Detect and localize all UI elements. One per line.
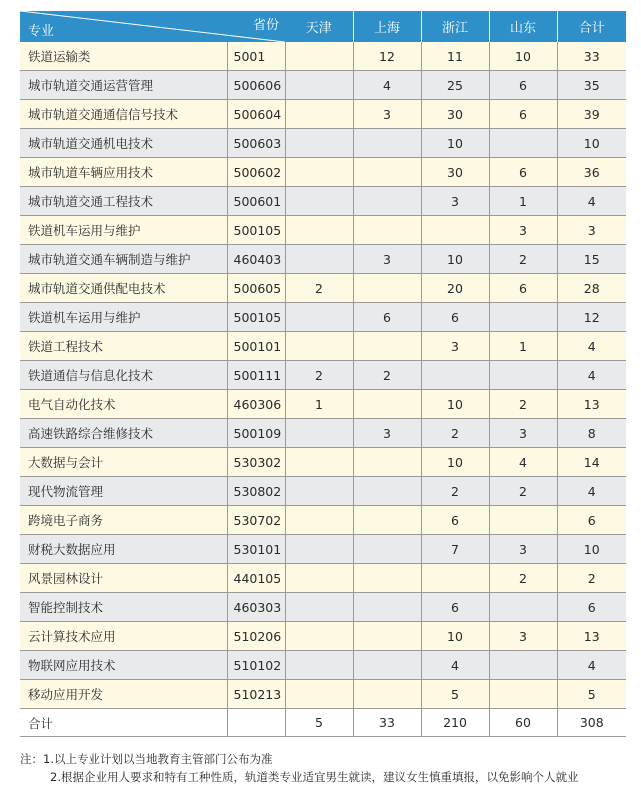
major-code-cell: 510206 — [227, 622, 285, 651]
table-row — [20, 448, 626, 477]
major-code-cell: 530802 — [227, 477, 285, 506]
zhejiang-count-cell: 10 — [421, 622, 489, 651]
zhejiang-count-cell: 10 — [421, 390, 489, 419]
table-body — [20, 42, 626, 737]
major-name-cell: 现代物流管理 — [20, 477, 227, 506]
table-header-row — [20, 11, 626, 42]
shandong-total-cell: 60 — [489, 709, 557, 737]
zhejiang-count-cell: 7 — [421, 535, 489, 564]
tianjin-count-cell — [285, 129, 353, 158]
zhejiang-count-cell: 3 — [421, 332, 489, 361]
major-name-cell: 铁道通信与信息化技术 — [20, 361, 227, 390]
shandong-count-cell — [489, 651, 557, 680]
major-name-cell: 移动应用开发 — [20, 680, 227, 709]
header-province-zhejiang: 浙江 — [421, 11, 489, 42]
major-name-cell: 城市轨道交通通信信号技术 — [20, 100, 227, 129]
shandong-count-cell — [489, 680, 557, 709]
major-name-cell: 智能控制技术 — [20, 593, 227, 622]
zhejiang-count-cell: 25 — [421, 71, 489, 100]
shanghai-count-cell: 12 — [353, 42, 421, 71]
zhejiang-total-cell: 210 — [421, 709, 489, 737]
row-total-cell: 8 — [557, 419, 626, 448]
tianjin-count-cell — [285, 564, 353, 593]
table-row — [20, 361, 626, 390]
tianjin-count-cell — [285, 477, 353, 506]
zhejiang-count-cell: 2 — [421, 419, 489, 448]
shandong-count-cell — [489, 506, 557, 535]
tianjin-count-cell — [285, 535, 353, 564]
tianjin-count-cell — [285, 506, 353, 535]
zhejiang-count-cell: 10 — [421, 129, 489, 158]
shanghai-count-cell — [353, 622, 421, 651]
table-row — [20, 303, 626, 332]
header-major-label: 专业 — [28, 24, 55, 39]
shanghai-count-cell: 2 — [353, 361, 421, 390]
row-total-cell: 10 — [557, 535, 626, 564]
major-code-cell: 500602 — [227, 158, 285, 187]
header-province-shanghai: 上海 — [353, 11, 421, 42]
row-total-cell: 14 — [557, 448, 626, 477]
major-name-cell: 铁道工程技术 — [20, 332, 227, 361]
major-code-cell: 530302 — [227, 448, 285, 477]
shanghai-count-cell — [353, 187, 421, 216]
major-name-cell: 城市轨道交通机电技术 — [20, 129, 227, 158]
major-code-cell: 500105 — [227, 303, 285, 332]
major-name-cell: 城市轨道交通供配电技术 — [20, 274, 227, 303]
shandong-count-cell — [489, 593, 557, 622]
header-province-shandong: 山东 — [489, 11, 557, 42]
major-name-cell: 高速铁路综合维修技术 — [20, 419, 227, 448]
row-total-cell: 4 — [557, 477, 626, 506]
major-code-cell: 530702 — [227, 506, 285, 535]
tianjin-count-cell — [285, 448, 353, 477]
tianjin-count-cell — [285, 680, 353, 709]
shanghai-count-cell — [353, 448, 421, 477]
zhejiang-count-cell — [421, 361, 489, 390]
tianjin-count-cell — [285, 303, 353, 332]
shanghai-count-cell: 4 — [353, 71, 421, 100]
shanghai-count-cell — [353, 506, 421, 535]
shandong-count-cell: 1 — [489, 187, 557, 216]
major-name-cell: 云计算技术应用 — [20, 622, 227, 651]
row-total-cell: 4 — [557, 361, 626, 390]
table-row — [20, 535, 626, 564]
row-total-cell: 28 — [557, 274, 626, 303]
tianjin-count-cell — [285, 71, 353, 100]
major-code-cell: 530101 — [227, 535, 285, 564]
tianjin-count-cell — [285, 100, 353, 129]
shandong-count-cell: 3 — [489, 419, 557, 448]
zhejiang-count-cell: 3 — [421, 187, 489, 216]
table-row — [20, 100, 626, 129]
major-name-cell: 城市轨道交通工程技术 — [20, 187, 227, 216]
totals-empty-cell — [227, 709, 285, 737]
major-name-cell: 大数据与会计 — [20, 448, 227, 477]
zhejiang-count-cell: 6 — [421, 593, 489, 622]
shanghai-count-cell — [353, 390, 421, 419]
major-code-cell: 500603 — [227, 129, 285, 158]
shandong-count-cell — [489, 129, 557, 158]
shandong-count-cell: 2 — [489, 564, 557, 593]
notes — [20, 750, 578, 786]
major-name-cell: 跨境电子商务 — [20, 506, 227, 535]
major-code-cell: 500605 — [227, 274, 285, 303]
table-row — [20, 245, 626, 274]
table-row — [20, 651, 626, 680]
zhejiang-count-cell: 20 — [421, 274, 489, 303]
note-line-2: 2.根据企业用人要求和特有工种性质，轨道类专业适宜男生就读，建议女生慎重填报，以免影响个人就业 — [50, 770, 579, 784]
major-name-cell: 风景园林设计 — [20, 564, 227, 593]
major-name-cell: 城市轨道车辆应用技术 — [20, 158, 227, 187]
tianjin-count-cell — [285, 651, 353, 680]
zhejiang-count-cell: 5 — [421, 680, 489, 709]
shandong-count-cell: 3 — [489, 535, 557, 564]
tianjin-count-cell — [285, 419, 353, 448]
major-code-cell: 500606 — [227, 71, 285, 100]
table-row — [20, 419, 626, 448]
zhejiang-count-cell: 30 — [421, 158, 489, 187]
shandong-count-cell — [489, 303, 557, 332]
table-row — [20, 680, 626, 709]
tianjin-count-cell — [285, 245, 353, 274]
enrollment-plan-table — [20, 11, 626, 737]
shandong-count-cell: 1 — [489, 332, 557, 361]
shandong-count-cell: 6 — [489, 71, 557, 100]
major-code-cell: 460303 — [227, 593, 285, 622]
tianjin-count-cell: 2 — [285, 361, 353, 390]
row-total-cell: 4 — [557, 651, 626, 680]
shanghai-count-cell — [353, 564, 421, 593]
row-total-cell: 15 — [557, 245, 626, 274]
row-total-cell: 6 — [557, 506, 626, 535]
major-code-cell: 460306 — [227, 390, 285, 419]
row-total-cell: 5 — [557, 680, 626, 709]
shanghai-count-cell — [353, 216, 421, 245]
major-name-cell: 电气自动化技术 — [20, 390, 227, 419]
shanghai-count-cell — [353, 129, 421, 158]
table-row — [20, 506, 626, 535]
shanghai-count-cell — [353, 274, 421, 303]
shanghai-count-cell — [353, 332, 421, 361]
shandong-count-cell — [489, 361, 557, 390]
table-row — [20, 158, 626, 187]
tianjin-count-cell — [285, 216, 353, 245]
major-code-cell: 460403 — [227, 245, 285, 274]
row-total-cell: 12 — [557, 303, 626, 332]
shanghai-total-cell: 33 — [353, 709, 421, 737]
table-row — [20, 477, 626, 506]
header-province-tianjin: 天津 — [285, 11, 353, 42]
major-code-cell: 440105 — [227, 564, 285, 593]
major-code-cell: 500109 — [227, 419, 285, 448]
row-total-cell: 2 — [557, 564, 626, 593]
table-row — [20, 564, 626, 593]
row-total-cell: 39 — [557, 100, 626, 129]
major-code-cell: 500604 — [227, 100, 285, 129]
table-row — [20, 71, 626, 100]
shanghai-count-cell: 3 — [353, 419, 421, 448]
table-row — [20, 332, 626, 361]
major-name-cell: 物联网应用技术 — [20, 651, 227, 680]
row-total-cell: 4 — [557, 332, 626, 361]
major-name-cell: 财税大数据应用 — [20, 535, 227, 564]
diagonal-divider — [20, 11, 285, 42]
shandong-count-cell: 6 — [489, 158, 557, 187]
note-line-1: 注：1.以上专业计划以当地教育主管部门公布为准 — [20, 752, 273, 766]
zhejiang-count-cell: 2 — [421, 477, 489, 506]
zhejiang-count-cell: 6 — [421, 303, 489, 332]
shanghai-count-cell — [353, 477, 421, 506]
row-total-cell: 4 — [557, 187, 626, 216]
table-row — [20, 42, 626, 71]
shanghai-count-cell — [353, 651, 421, 680]
tianjin-count-cell: 1 — [285, 390, 353, 419]
row-total-cell: 36 — [557, 158, 626, 187]
shanghai-count-cell — [353, 680, 421, 709]
shandong-count-cell: 2 — [489, 245, 557, 274]
table-row — [20, 593, 626, 622]
major-code-cell: 510213 — [227, 680, 285, 709]
shandong-count-cell: 3 — [489, 622, 557, 651]
major-name-cell: 铁道机车运用与维护 — [20, 216, 227, 245]
tianjin-count-cell: 2 — [285, 274, 353, 303]
zhejiang-count-cell — [421, 216, 489, 245]
corner-header-cell — [20, 11, 285, 42]
shandong-count-cell: 2 — [489, 390, 557, 419]
tianjin-count-cell — [285, 158, 353, 187]
totals-row — [20, 709, 626, 737]
zhejiang-count-cell — [421, 564, 489, 593]
major-name-cell: 铁道运输类 — [20, 42, 227, 71]
table-row — [20, 187, 626, 216]
major-code-cell: 500101 — [227, 332, 285, 361]
major-code-cell: 510102 — [227, 651, 285, 680]
major-name-cell: 铁道机车运用与维护 — [20, 303, 227, 332]
shanghai-count-cell — [353, 593, 421, 622]
shandong-count-cell: 3 — [489, 216, 557, 245]
shandong-count-cell: 6 — [489, 100, 557, 129]
zhejiang-count-cell: 11 — [421, 42, 489, 71]
zhejiang-count-cell: 10 — [421, 448, 489, 477]
row-total-cell: 3 — [557, 216, 626, 245]
major-name-cell: 城市轨道交通车辆制造与维护 — [20, 245, 227, 274]
row-total-cell: 6 — [557, 593, 626, 622]
tianjin-count-cell — [285, 332, 353, 361]
tianjin-count-cell — [285, 42, 353, 71]
major-code-cell: 5001 — [227, 42, 285, 71]
shandong-count-cell: 2 — [489, 477, 557, 506]
row-total-cell: 13 — [557, 622, 626, 651]
shanghai-count-cell — [353, 158, 421, 187]
zhejiang-count-cell: 6 — [421, 506, 489, 535]
tianjin-count-cell — [285, 187, 353, 216]
major-code-cell: 500111 — [227, 361, 285, 390]
row-total-cell: 33 — [557, 42, 626, 71]
row-total-cell: 13 — [557, 390, 626, 419]
shanghai-count-cell — [353, 535, 421, 564]
totals-label-cell: 合计 — [20, 709, 227, 737]
major-code-cell: 500105 — [227, 216, 285, 245]
header-province-label: 省份 — [252, 18, 279, 33]
row-total-cell: 10 — [557, 129, 626, 158]
major-name-cell: 城市轨道交通运营管理 — [20, 71, 227, 100]
shandong-count-cell: 6 — [489, 274, 557, 303]
shandong-count-cell: 4 — [489, 448, 557, 477]
tianjin-count-cell — [285, 593, 353, 622]
major-code-cell: 500601 — [227, 187, 285, 216]
table-row — [20, 274, 626, 303]
table-row — [20, 622, 626, 651]
tianjin-total-cell: 5 — [285, 709, 353, 737]
header-total: 合计 — [557, 11, 626, 42]
table-row — [20, 390, 626, 419]
row-total-cell: 35 — [557, 71, 626, 100]
zhejiang-count-cell: 10 — [421, 245, 489, 274]
table-row — [20, 216, 626, 245]
table-row — [20, 129, 626, 158]
shanghai-count-cell: 3 — [353, 100, 421, 129]
zhejiang-count-cell: 4 — [421, 651, 489, 680]
zhejiang-count-cell: 30 — [421, 100, 489, 129]
shandong-count-cell: 10 — [489, 42, 557, 71]
shanghai-count-cell: 3 — [353, 245, 421, 274]
shanghai-count-cell: 6 — [353, 303, 421, 332]
grand-total-cell: 308 — [557, 709, 626, 737]
tianjin-count-cell — [285, 622, 353, 651]
